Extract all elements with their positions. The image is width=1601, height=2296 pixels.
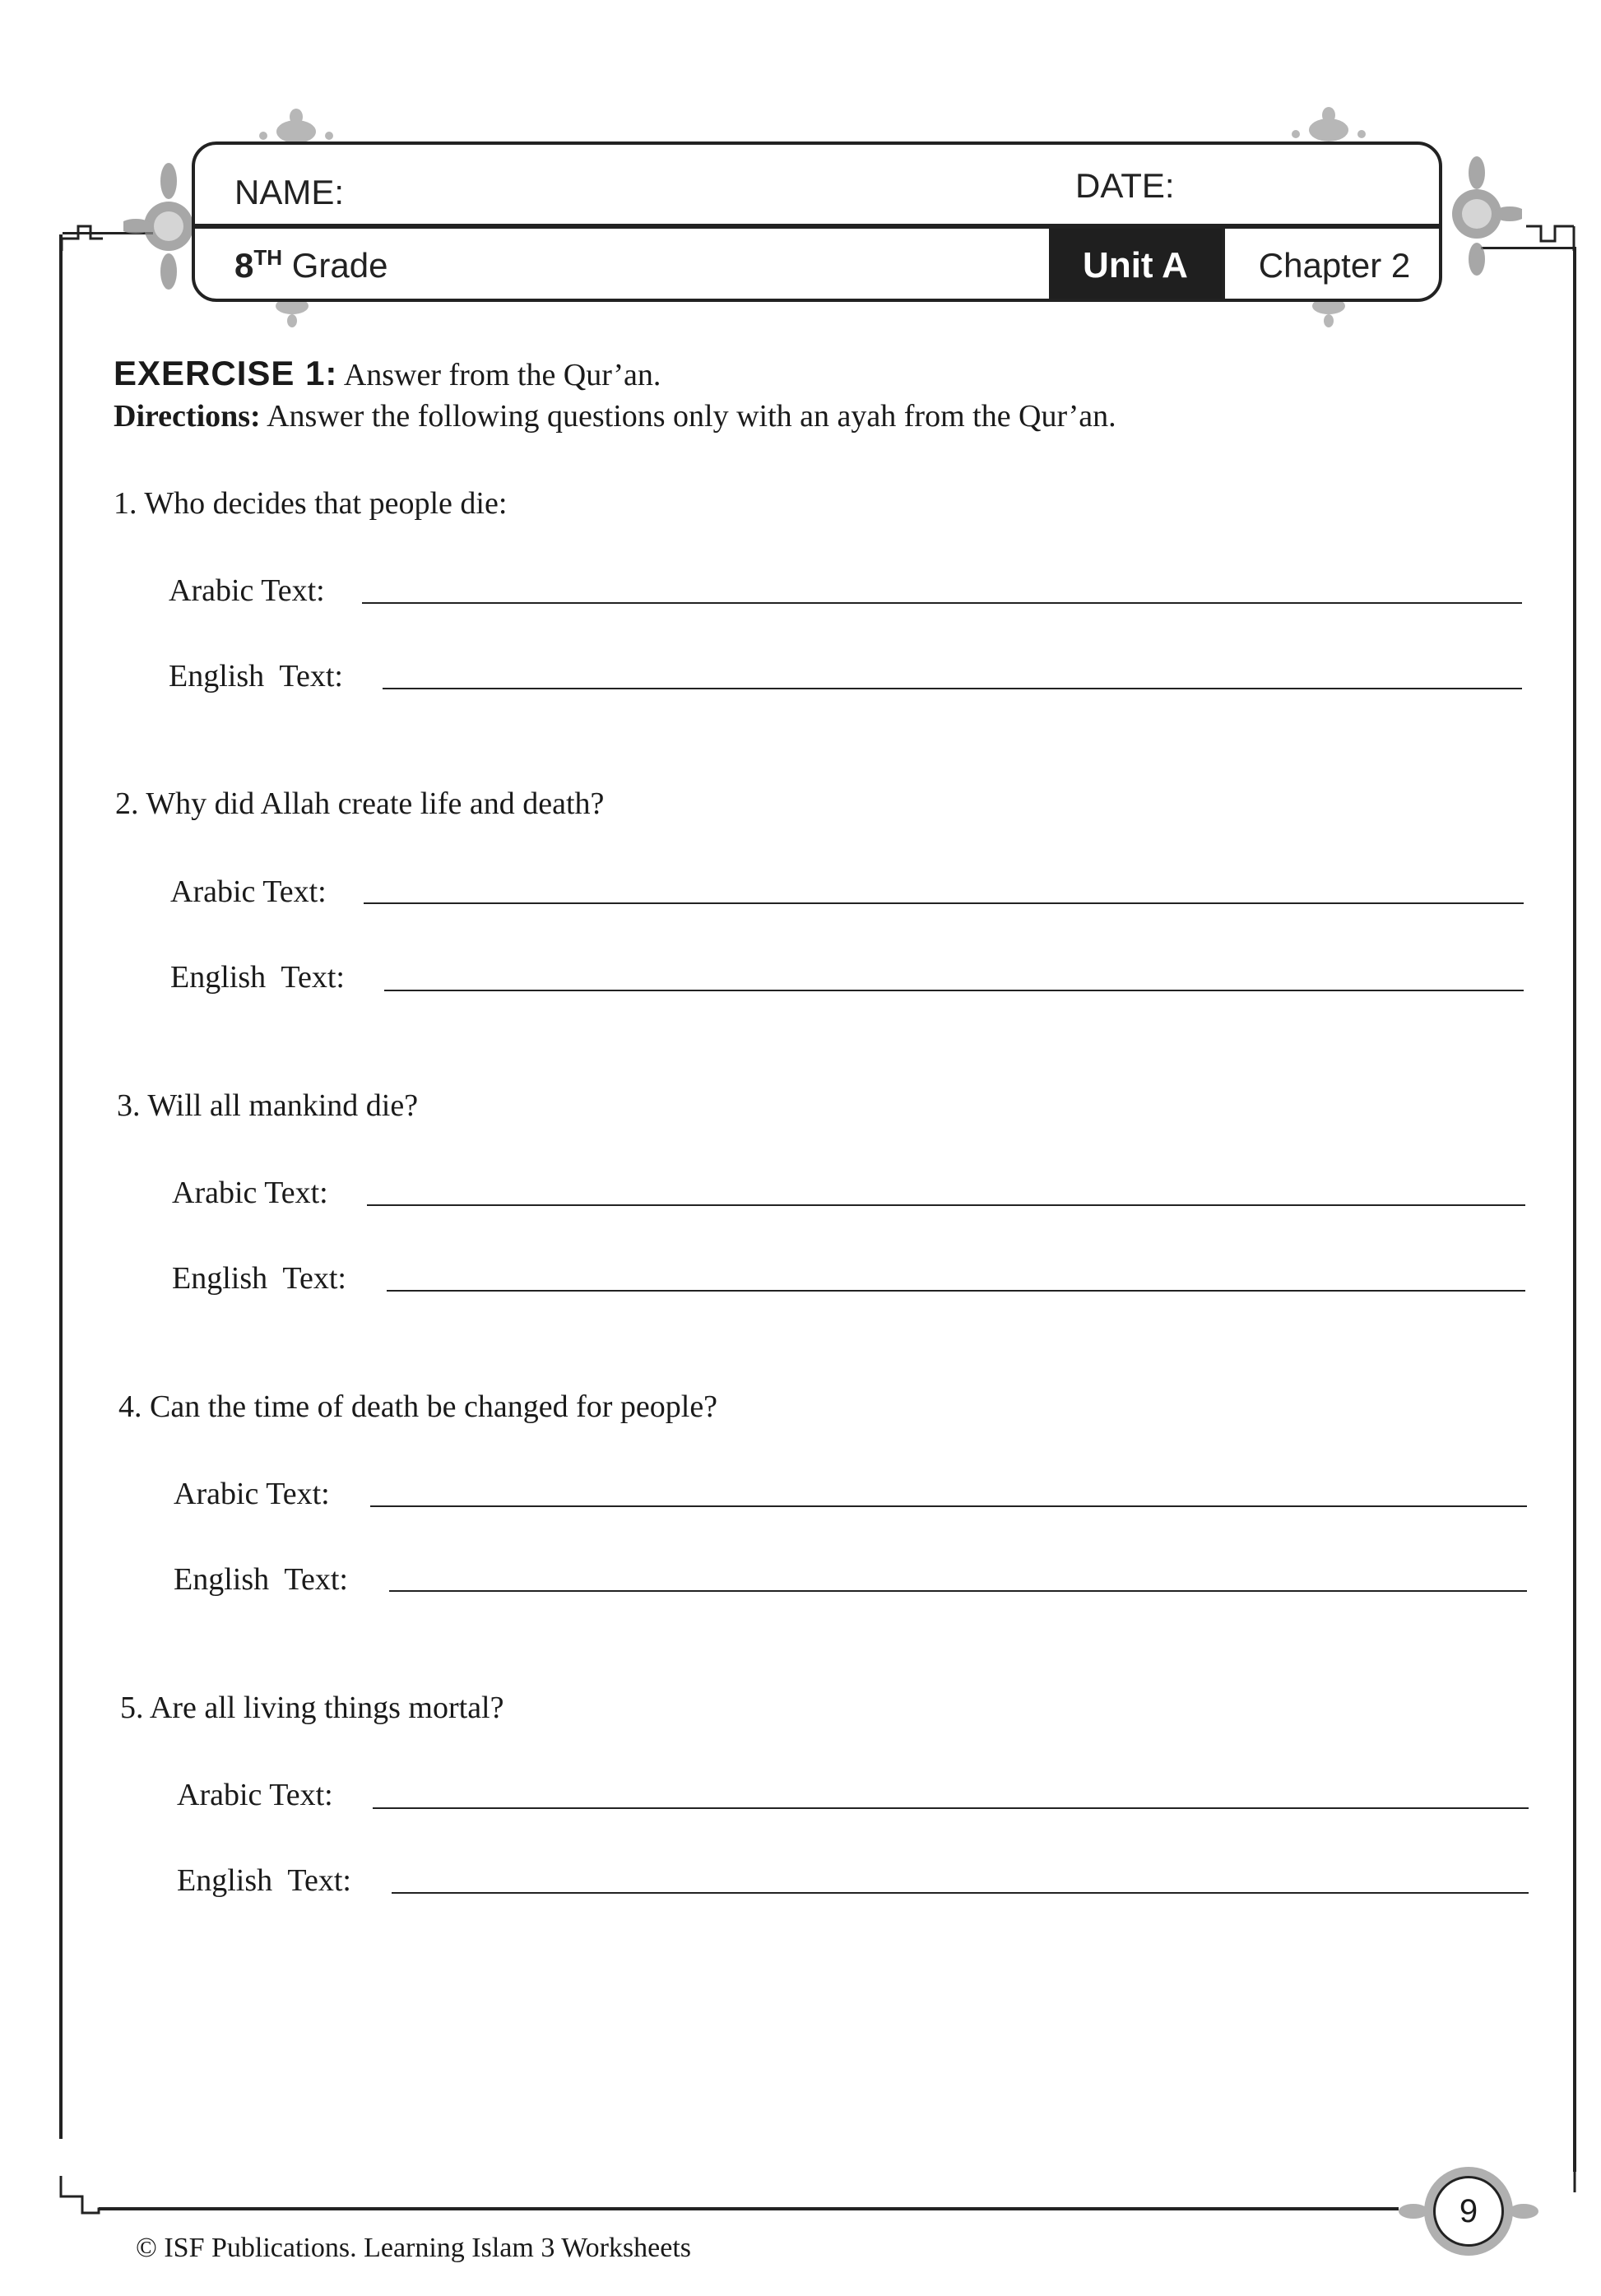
- directions: [114, 398, 1116, 434]
- grade-label: [234, 245, 387, 285]
- question-1: 1. Who decides that people die:: [114, 486, 508, 521]
- bottom-left-corner-ornament-icon: [49, 2172, 123, 2221]
- header-grade-unit-row: [195, 229, 1439, 302]
- q3-english-label: English Text:: [172, 1261, 346, 1296]
- top-right-corner-ornament-icon: [1518, 210, 1592, 259]
- q1-english-answer-line[interactable]: [383, 688, 1522, 689]
- q4-arabic-label: Arabic Text:: [174, 1477, 330, 1511]
- right-floral-ornament-icon: [1432, 148, 1522, 304]
- q5-arabic-answer-line[interactable]: [373, 1807, 1529, 1809]
- directions-label: Directions:: [114, 399, 261, 434]
- question-5: 5. Are all living things mortal?: [120, 1691, 504, 1725]
- page-number-badge: [1399, 2166, 1538, 2257]
- q1-arabic-label: Arabic Text:: [169, 573, 325, 608]
- q4-english-label: English Text:: [174, 1562, 348, 1597]
- q5-english-label: English Text:: [177, 1863, 351, 1898]
- q4-english-answer-line[interactable]: [389, 1590, 1527, 1592]
- chapter-label: Chapter 2: [1222, 229, 1442, 302]
- frame-left-line: [59, 234, 63, 2139]
- name-label: NAME:: [234, 173, 345, 211]
- question-2: 2. Why did Allah create life and death?: [115, 786, 605, 821]
- question-4: 4. Can the time of death be changed for people?: [118, 1389, 718, 1424]
- frame-right-line: [1573, 247, 1576, 2172]
- date-label: DATE:: [1075, 166, 1175, 205]
- page-number: 9: [1433, 2176, 1504, 2247]
- q2-english-answer-line[interactable]: [384, 990, 1524, 991]
- unit-badge: Unit A: [1049, 229, 1222, 302]
- q2-english-label: English Text:: [170, 960, 345, 995]
- worksheet-header: [192, 141, 1442, 302]
- frame-bottom-line: [99, 2207, 1399, 2210]
- grade-suffix: TH: [253, 245, 283, 270]
- q5-arabic-label: Arabic Text:: [177, 1778, 333, 1812]
- q2-arabic-answer-line[interactable]: [364, 902, 1524, 904]
- header-name-date-row: [195, 145, 1439, 229]
- q1-english-label: English Text:: [169, 659, 343, 693]
- q3-english-answer-line[interactable]: [387, 1290, 1525, 1292]
- directions-text: Answer the following questions only with an ayah from the Qur’an.: [267, 399, 1116, 434]
- exercise-subtitle: Answer from the Qur’an.: [343, 358, 661, 392]
- top-left-corner-ornament-icon: [49, 206, 123, 255]
- q5-english-answer-line[interactable]: [392, 1892, 1529, 1894]
- question-3: 3. Will all mankind die?: [117, 1088, 419, 1123]
- exercise-title: EXERCISE 1:: [114, 354, 338, 392]
- q3-arabic-answer-line[interactable]: [367, 1204, 1525, 1206]
- q2-arabic-label: Arabic Text:: [170, 874, 327, 909]
- grade-number: 8: [234, 246, 254, 285]
- q3-arabic-label: Arabic Text:: [172, 1176, 328, 1210]
- q1-arabic-answer-line[interactable]: [362, 602, 1522, 604]
- top-right-floral-ornament-icon: [1279, 105, 1378, 146]
- footer-copyright: © ISF Publications. Learning Islam 3 Worksheets: [136, 2233, 692, 2263]
- exercise-heading: [114, 354, 661, 393]
- grade-word: Grade: [291, 246, 388, 285]
- q4-arabic-answer-line[interactable]: [370, 1505, 1527, 1507]
- bottom-right-corner-ornament-icon: [1547, 2172, 1588, 2205]
